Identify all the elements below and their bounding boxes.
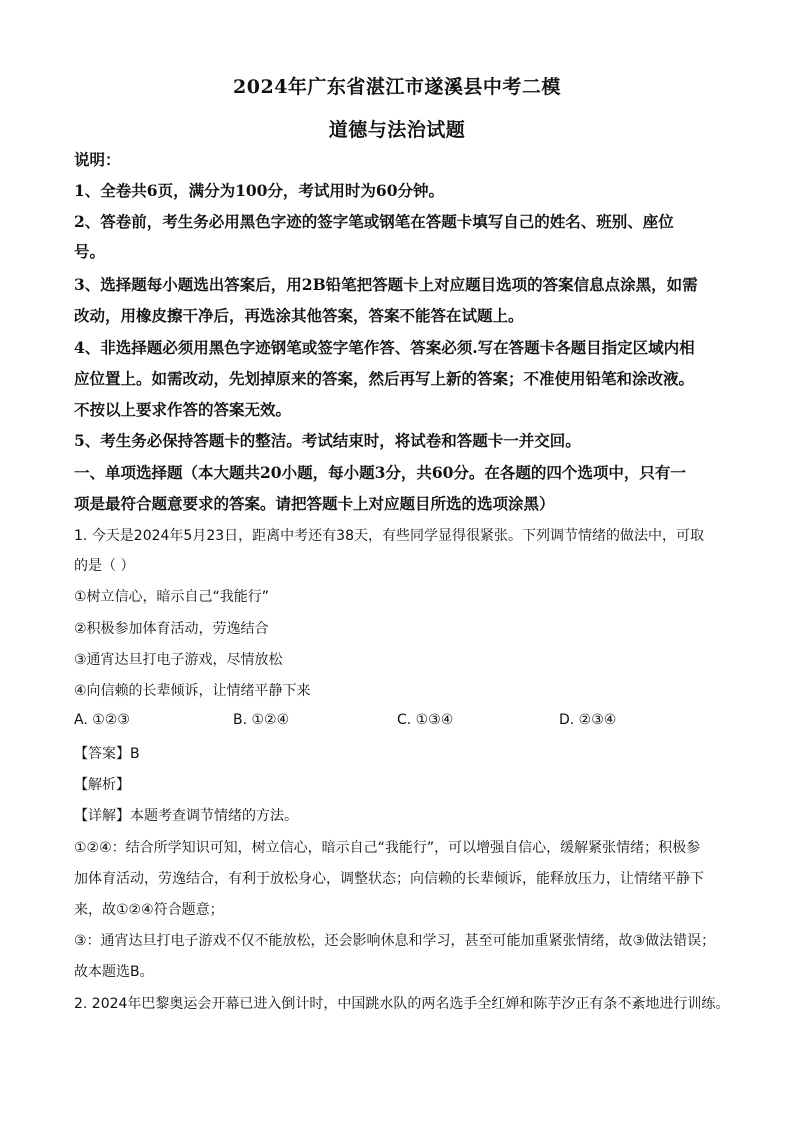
detail-line: 加体育活动，劳逸结合，有利于放松身心，调整状态；向信赖的长辈倾诉，能释放压力，让情绪平静下	[74, 871, 704, 887]
question-item: ②积极参加体育活动，劳逸结合	[74, 621, 269, 637]
detail-line: 来，故①②④符合题意；	[74, 902, 224, 918]
instruction-line: 4、非选择题必须用黑色字迹钢笔或签字笔作答、答案必须.写在答题卡各题目指定区域内相	[74, 338, 695, 357]
option-b: B. ①②④	[233, 712, 290, 728]
page-subtitle: 道德与法治试题	[328, 119, 466, 141]
question-item: ④向信赖的长辈倾诉，让情绪平静下来	[74, 683, 311, 699]
instruction-line: 3、选择题每小题选出答案后，用2B铅笔把答题卡上对应题目选项的答案信息点涂黑，如需	[74, 275, 698, 294]
instruction-line: 改动，用橡皮擦干净后，再选涂其他答案，答案不能答在试题上。	[74, 306, 524, 325]
instruction-line: 5、考生务必保持答题卡的整洁。考试结束时，将试卷和答题卡一并交回。	[74, 431, 581, 450]
instruction-line: 2、答卷前，考生务必用黑色字迹的签字笔或钢笔在答题卡填写自己的姓名、班别、座位	[74, 212, 674, 231]
page-title: 2024年广东省湛江市遂溪县中考二模	[233, 76, 561, 98]
question-stem: 2. 2024年巴黎奥运会开幕已进入倒计时，中国跳水队的两名选手全红婵和陈芋汐正有条不紊地进行训练。	[74, 996, 730, 1012]
section-heading: 项是最符合题意要求的答案。请把答题卡上对应题目所选的选项涂黑）	[74, 494, 555, 513]
question-stem: 1. 今天是2024年5月23日，距离中考还有38天，有些同学显得很紧张。下列调节情绪的做法中，可取	[74, 528, 704, 544]
detail-line: 故本题选B。	[74, 964, 154, 980]
answer-line: 【答案】B	[74, 746, 140, 762]
detail-line: 【详解】本题考查调节情绪的方法。	[74, 808, 298, 824]
detail-line: ①②④：结合所学知识可知，树立信心，暗示自己“我能行”，可以增强自信心，缓解紧张情绪；积极参	[74, 840, 701, 856]
instruction-line: 不按以上要求作答的答案无效。	[74, 400, 292, 419]
question-item: ③通宵达旦打电子游戏，尽情放松	[74, 652, 283, 668]
instruction-line: 号。	[74, 242, 106, 261]
question-item: ①树立信心，暗示自己“我能行”	[74, 589, 270, 605]
option-c: C. ①③④	[397, 712, 454, 728]
section-heading: 一、单项选择题（本大题共20小题，每小题3分，共60分。在各题的四个选项中，只有一	[74, 463, 686, 482]
instructions-heading: 说明：	[74, 150, 121, 169]
analysis-label: 【解析】	[74, 777, 130, 793]
option-d: D. ②③④	[559, 712, 617, 728]
instruction-line: 应位置上。如需改动，先划掉原来的答案，然后再写上新的答案；不准使用铅笔和涂改液。	[74, 369, 695, 388]
instruction-line: 1、全卷共6页，满分为100分，考试用时为60分钟。	[74, 181, 444, 200]
question-stem: 的是（ ）	[74, 558, 135, 574]
detail-line: ③：通宵达旦打电子游戏不仅不能放松，还会影响休息和学习，甚至可能加重紧张情绪，故③做法错误；	[74, 933, 716, 949]
option-a: A. ①②③	[74, 712, 130, 728]
